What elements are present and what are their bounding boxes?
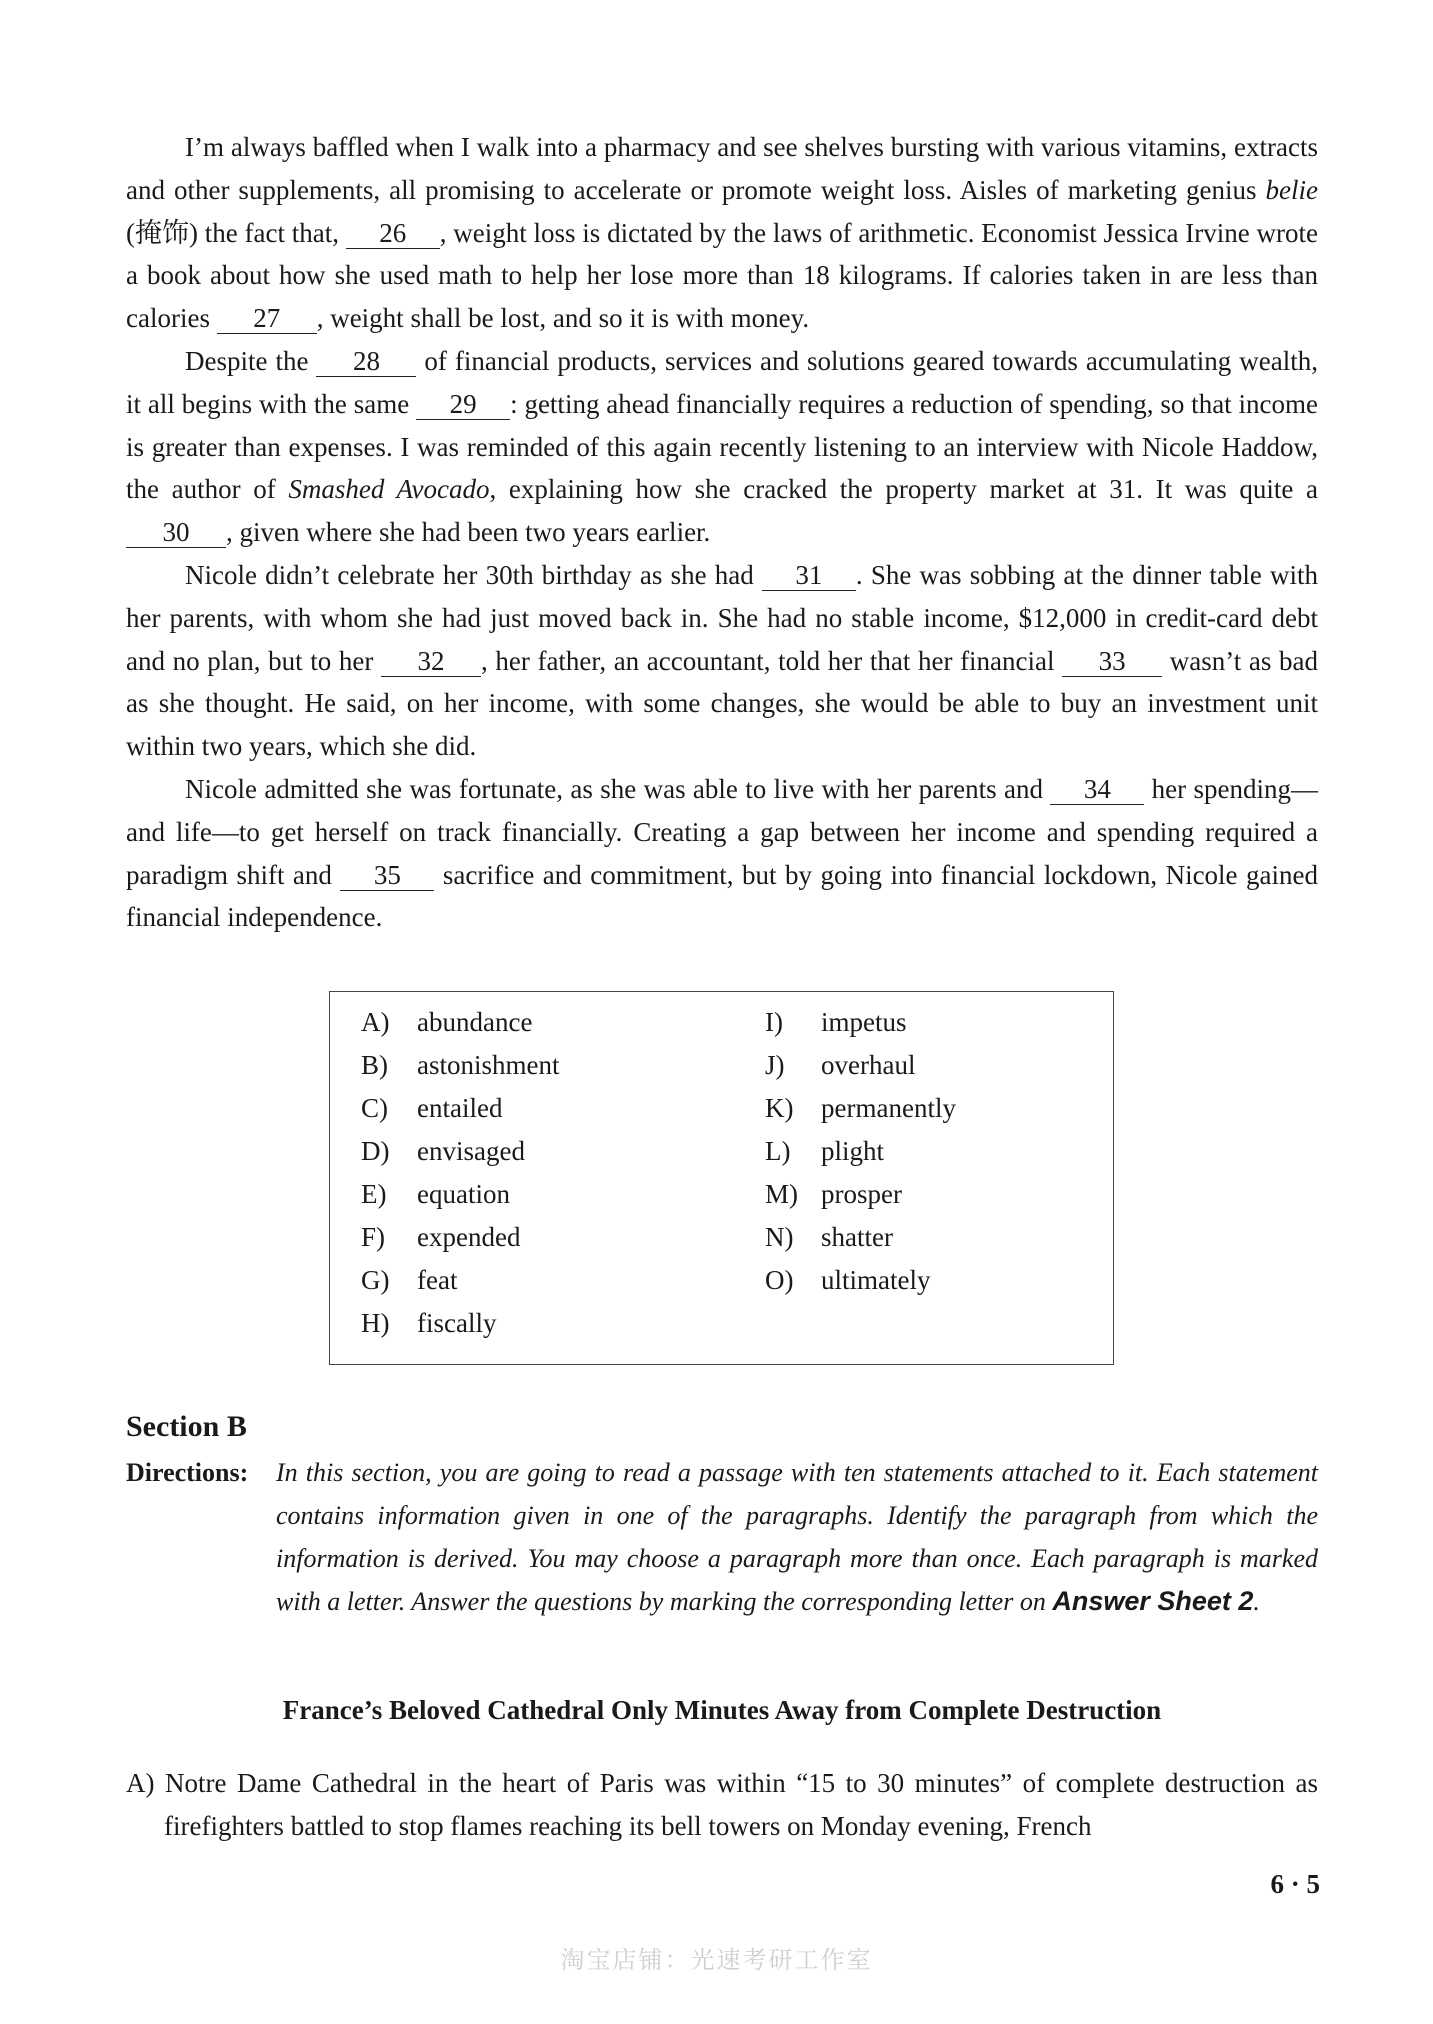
directions-period: . [1253, 1587, 1260, 1617]
paragraph-text: her spending—and life—to get herself on track financially. Creating a gap between her income and spending required a paradigm shift and [126, 773, 1318, 890]
option-word: overhaul [821, 1050, 916, 1080]
blank-31: 31 [762, 560, 856, 591]
article-title: France’s Beloved Cathedral Only Minutes Away from Complete Destruction [282, 1695, 1162, 1725]
option-letter: O) [765, 1265, 794, 1295]
option-h [361, 1308, 496, 1338]
option-letter: K) [765, 1093, 794, 1123]
option-letter: B) [361, 1050, 388, 1080]
blank-33: 33 [1062, 646, 1162, 677]
option-word: ultimately [821, 1265, 931, 1295]
paragraph-text: I’m always baffled when I walk into a pharmacy and see shelves bursting with various vitamins, extracts and other supplements, all promising to accelerate or promote weight loss. Aisles of marketing genius [126, 132, 1318, 205]
answer-sheet-label: Answer Sheet 2 [1052, 1586, 1254, 1617]
article-paragraph-a: A) Notre Dame Cathedral in the heart of Paris was within “15 to 30 minutes” of complete destruction as firefighters battled to stop flames reaching its bell towers on Monday evening, French [126, 1768, 1318, 1841]
paragraph-text: , weight shall be lost, and so it is with money. [316, 303, 810, 334]
option-letter: H) [361, 1308, 390, 1338]
option-j [765, 1050, 915, 1080]
option-g [361, 1265, 457, 1295]
option-letter: J) [765, 1050, 785, 1080]
directions-label: Directions: [126, 1458, 249, 1487]
paragraph-text: wasn’t as bad as she thought. He said, on her income, with some changes, she would be able to buy an investment unit within two years, which she did. [126, 645, 1318, 762]
option-f [361, 1222, 520, 1252]
option-letter: G) [361, 1265, 390, 1295]
paragraph-text: : getting ahead financially requires a reduction of spending, so that income is greater than expenses. I was reminded of this again recently listening to an interview with Nicole Haddow, the author of [126, 388, 1319, 505]
page-number: 6 · 5 [1270, 1869, 1320, 1899]
blank-35: 35 [340, 860, 434, 891]
blank-27: 27 [217, 303, 317, 334]
directions-body: In this section, you are going to read a passage with ten statements attached to it. Each statement contains information given in one of the paragraphs. Identify the paragraph from which the information is derived. You may choose a paragraph more than once. Each paragraph is marked with a letter. Answer the questions by marking the corresponding letter on [276, 1458, 1318, 1617]
italic-word: belie [1265, 174, 1318, 205]
option-letter: I) [765, 1007, 783, 1037]
word-bank-box [329, 991, 1114, 1365]
blank-28: 28 [316, 346, 416, 377]
section-b-heading: Section B [126, 1410, 247, 1443]
option-word: fiscally [417, 1308, 497, 1338]
paragraph-text: , her father, an accountant, told her that her financial [480, 645, 1063, 676]
paragraph-text: Despite the [185, 345, 317, 376]
paragraph-text: of financial products, services and solutions geared towards accumulating wealth, it all begins with the same [126, 345, 1318, 419]
option-letter: E) [361, 1179, 387, 1209]
option-word: prosper [821, 1179, 902, 1209]
directions-text [276, 1452, 1318, 1624]
option-word: shatter [821, 1222, 893, 1252]
option-word: entailed [417, 1093, 503, 1123]
option-a [361, 1007, 532, 1037]
blank-34: 34 [1050, 774, 1144, 805]
option-n [765, 1222, 893, 1252]
option-c [361, 1093, 502, 1123]
paragraph-text: (掩饰) the fact that, [126, 217, 346, 248]
option-word: abundance [417, 1007, 533, 1037]
option-word: plight [821, 1136, 885, 1166]
option-i [765, 1007, 907, 1037]
shop-watermark: 淘宝店铺：光速考研工作室 [560, 1946, 873, 1974]
option-k [765, 1093, 956, 1123]
paragraph-text: Nicole admitted she was fortunate, as she was able to live with her parents and [185, 773, 1051, 804]
passage-paragraph-3 [126, 554, 1318, 768]
passage-paragraph-4 [126, 768, 1318, 939]
option-word: permanently [821, 1093, 956, 1123]
blank-32: 32 [381, 646, 481, 677]
book-title: Smashed Avocado [288, 474, 490, 505]
option-d [361, 1136, 525, 1166]
option-b [361, 1050, 560, 1080]
paragraph-text: , weight loss is dictated by the laws of arithmetic. Economist Jessica Irvine wrote a book about how she used math to help her lose more than 18 kilograms. If calories taken in are less than calories [126, 217, 1318, 334]
blank-30: 30 [126, 517, 226, 548]
passage-paragraph-1 [126, 126, 1318, 340]
option-letter: L) [765, 1136, 791, 1166]
blank-26: 26 [346, 218, 440, 249]
option-letter: M) [765, 1179, 798, 1209]
option-o [765, 1265, 930, 1295]
option-m [765, 1179, 902, 1209]
paragraph-text: Nicole didn’t celebrate her 30th birthday as she had [185, 559, 762, 590]
option-word: feat [417, 1265, 458, 1295]
option-letter: D) [361, 1136, 390, 1166]
paragraph-text: sacrifice and commitment, but by going into financial lockdown, Nicole gained financial independence. [126, 859, 1318, 933]
option-word: envisaged [417, 1136, 525, 1166]
paragraph-text: , explaining how she cracked the property market at 31. It was quite a [489, 474, 1318, 505]
option-letter: C) [361, 1093, 388, 1123]
option-letter: A) [361, 1007, 390, 1037]
blank-29: 29 [416, 389, 510, 420]
option-letter: N) [765, 1222, 794, 1252]
option-l [765, 1136, 884, 1166]
cloze-passage [126, 126, 1318, 939]
option-letter: F) [361, 1222, 386, 1252]
passage-paragraph-2 [126, 340, 1318, 554]
option-e [361, 1179, 510, 1209]
paragraph-text: , given where she had been two years earlier. [226, 517, 711, 548]
option-word: expended [417, 1222, 521, 1252]
option-word: impetus [821, 1007, 907, 1037]
option-word: equation [417, 1179, 510, 1209]
paragraph-text: . She was sobbing at the dinner table with her parents, with whom she had just moved back in. She had no stable income, $12,000 in credit-card debt and no plan, but to her [126, 559, 1319, 676]
option-word: astonishment [417, 1050, 560, 1080]
